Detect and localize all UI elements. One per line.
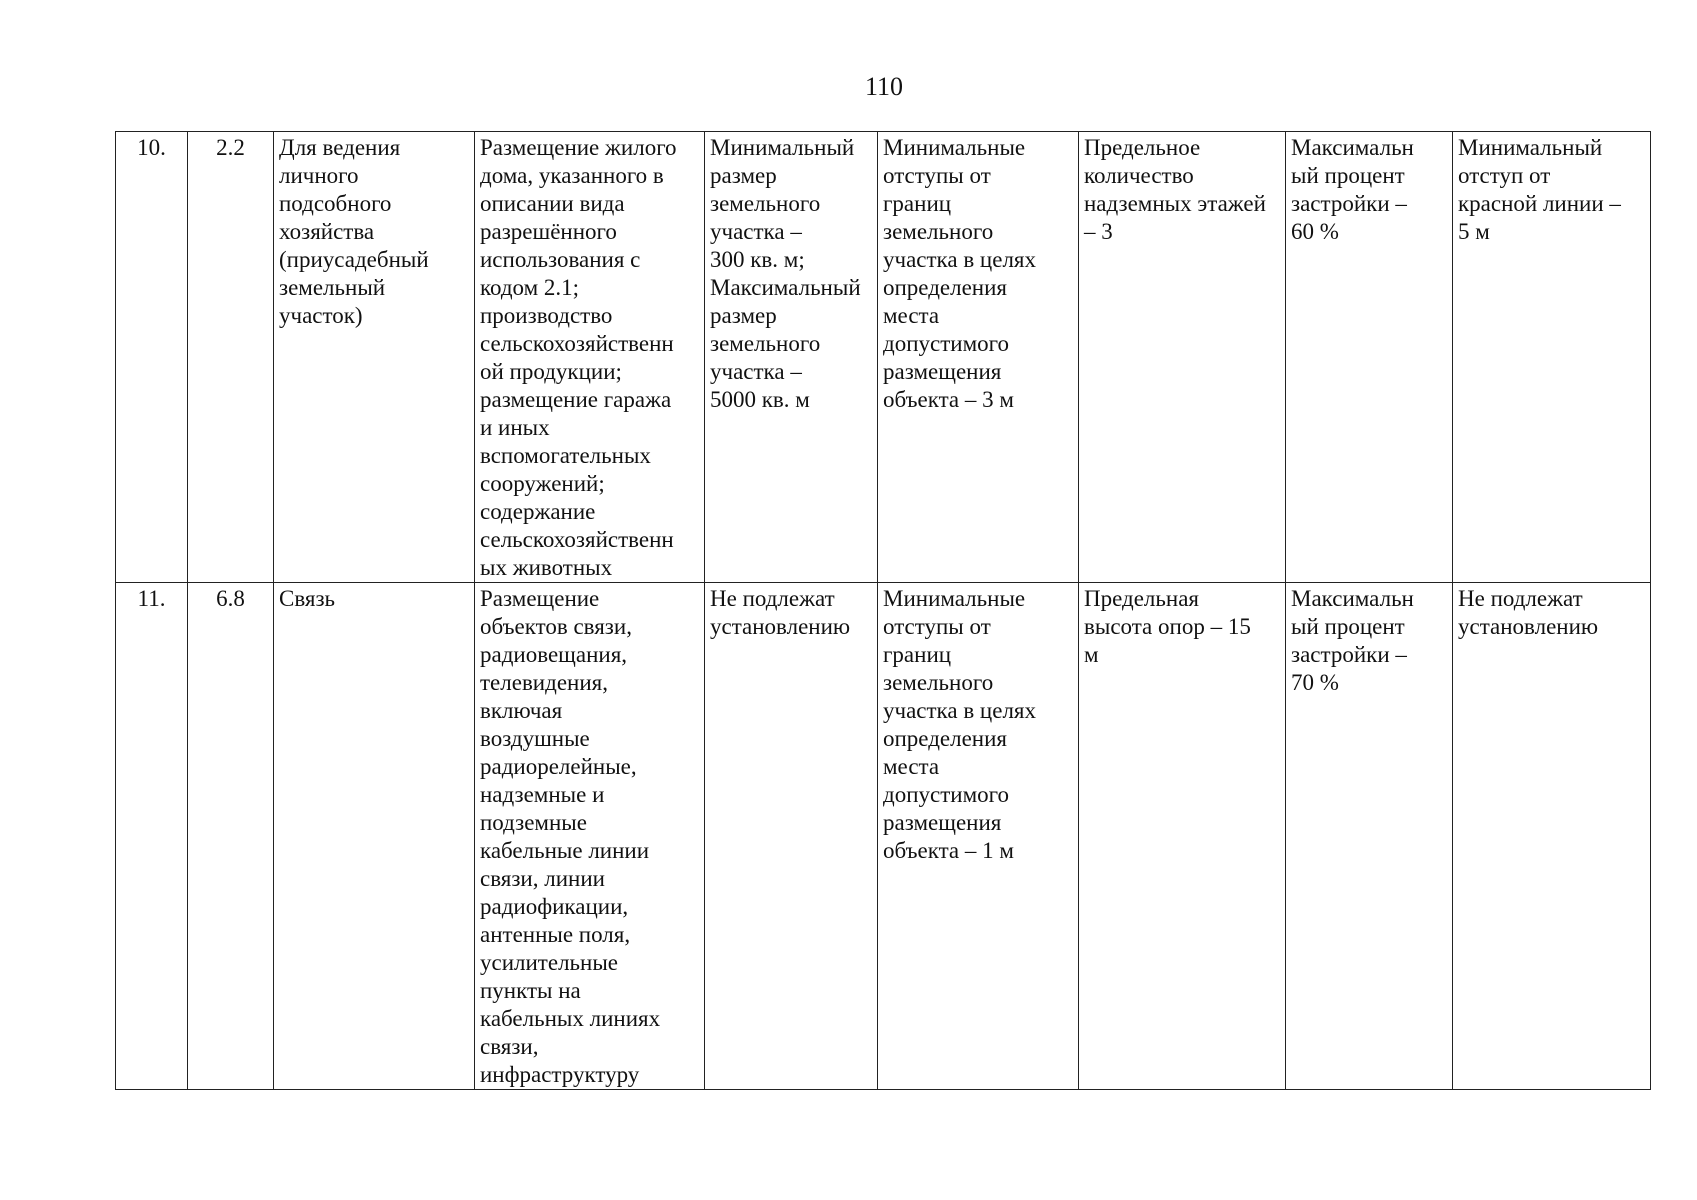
use-name-cell	[274, 132, 475, 583]
plot-size: Минимальный размер земельного участка – 300 кв. м; Максимальный размер земельного участка – 5000 кв. м	[710, 135, 861, 412]
use-code: 6.8	[216, 586, 245, 611]
setbacks-cell	[878, 132, 1079, 583]
setbacks: Минимальные отступы от границ земельного участка в целях определения места допустимого размещения объекта – 1 м	[883, 586, 1037, 863]
row-number-cell	[116, 583, 188, 1090]
setbacks: Минимальные отступы от границ земельного участка в целях определения места допустимого размещения объекта – 3 м	[883, 135, 1037, 412]
use-name: Связь	[279, 586, 336, 611]
use-description: Размещение объектов связи, радиовещания, телевидения, включая воздушные радиорелейные, надземные и подземные кабельные линии связи, линии радиофикации, антенные поля, усилительные пункты на кабельных линиях связи, инфраструктуру	[480, 586, 661, 1087]
row-number: 11.	[137, 586, 166, 611]
setbacks-cell	[878, 583, 1079, 1090]
row-number-cell	[116, 132, 188, 583]
coverage: Максимальн ый процент застройки – 70 %	[1291, 586, 1414, 695]
height-limit-cell	[1079, 583, 1286, 1090]
red-line-cell	[1453, 132, 1651, 583]
height-limit: Предельное количество надземных этажей – 3	[1084, 135, 1266, 244]
use-description: Размещение жилого дома, указанного в описании вида разрешённого использования с кодом 2.1; производство сельскохозяйственн ой продукции; размещение гаража и иных вспомогательных сооружений; содержание сельскохозяйственн ых животных	[480, 135, 677, 580]
height-limit: Предельная высота опор – 15 м	[1084, 586, 1251, 667]
coverage: Максимальн ый процент застройки – 60 %	[1291, 135, 1414, 244]
red-line-setback: Не подлежат установлению	[1458, 586, 1599, 639]
coverage-cell	[1286, 583, 1453, 1090]
row-number: 10.	[137, 135, 166, 160]
red-line-cell	[1453, 583, 1651, 1090]
height-limit-cell	[1079, 132, 1286, 583]
plot-size: Не подлежат установлению	[710, 586, 851, 639]
table-row	[116, 132, 1651, 583]
plot-size-cell	[705, 132, 878, 583]
plot-size-cell	[705, 583, 878, 1090]
use-description-cell	[475, 583, 705, 1090]
table-row	[116, 583, 1651, 1090]
use-name-cell	[274, 583, 475, 1090]
zoning-table	[115, 131, 1651, 1090]
page-number: 110	[864, 72, 904, 101]
coverage-cell	[1286, 132, 1453, 583]
use-code-cell	[188, 583, 274, 1090]
use-code: 2.2	[216, 135, 245, 160]
use-code-cell	[188, 132, 274, 583]
use-name: Для ведения личного подсобного хозяйства (приусадебный земельный участок)	[279, 135, 429, 328]
red-line-setback: Минимальный отступ от красной линии – 5 м	[1458, 135, 1621, 244]
use-description-cell	[475, 132, 705, 583]
